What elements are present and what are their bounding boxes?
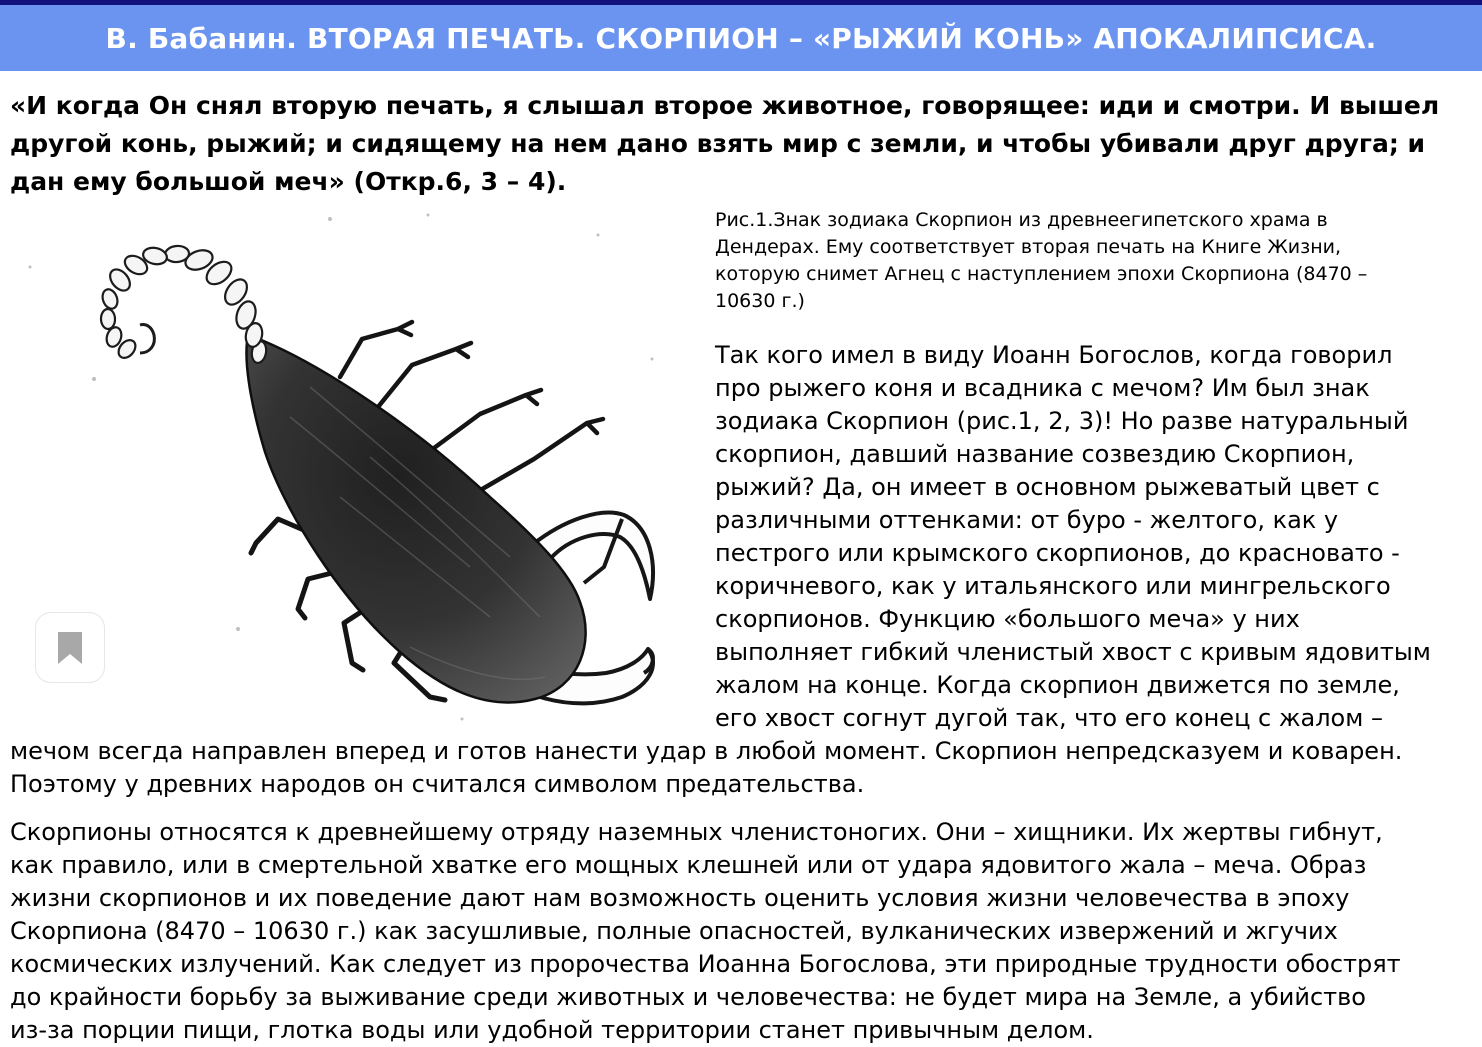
article-paragraph-1: Так кого имел в виду Иоанн Богослов, когда говорил про рыжего коня и всадника с мечом? Им был знак зодиака Скорпион (рис.1, 2, 3)! Но разве натуральный скорпион, давший название созвездию Скорпион, рыжий? Да, он имеет в основном рыжеватый цвет с различными оттенками: от буро - желтого, как у пестрого или крымского скорпионов, до красновато - коричневого, как у итальянского или мингрельского скорпионов. Функцию «большого меча» у них выполняет гибкий членистый хвост с кривым ядовитым жалом на конце. Когда скорпион движется по земле, его хвост согнут дугой так, что его конец с жалом – мечом всегда направлен вперед и готов нанести удар в любой момент. Скорпион непредсказуем и коварен. Поэтому у древних народов он считался символом предательства.: [10, 341, 1431, 798]
figure-caption: Рис.1.Знак зодиака Скорпион из древнеегипетского храма в Дендерах. Ему соответствует вторая печать на Книге Жизни, которую снимет Агнец с наступлением эпохи Скорпиона (8470 – 10630 г.): [715, 209, 1368, 312]
article-body: [0, 207, 1482, 1047]
bookmark-icon: [58, 632, 82, 664]
scorpion-illustration: [10, 207, 715, 732]
figure-scorpion: [10, 207, 715, 732]
scorpion-tail-segments: [100, 245, 268, 364]
title-bar: [0, 5, 1482, 71]
bookmark-button[interactable]: [35, 612, 105, 683]
scripture-quote: «И когда Он снял вторую печать, я слышал второе животное, говорящее: иди и смотри. И вышел другой конь, рыжий; и сидящему на нем дано взять мир с земли, и чтобы убивали друг друга; и дан ему большой меч» (Откр.6, 3 – 4).: [10, 91, 1440, 196]
page-title: В. Бабанин. ВТОРАЯ ПЕЧАТЬ. СКОРПИОН – «РЫЖИЙ КОНЬ» АПОКАЛИПСИСА.: [105, 21, 1377, 55]
article-paragraph-2: Скорпионы относятся к древнейшему отряду наземных членистоногих. Они – хищники. Их жертвы гибнут, как правило, или в смертельной хватке его мощных клешней или от удара ядовитого жала – меча. Образ жизни скорпионов и их поведение дают нам возможность оценить условия жизни человечества в эпоху Скорпиона (8470 – 10630 г.) как засушливые, полные опасностей, вулканических извержений и жгучих космических излучений. Как следует из пророчества Иоанна Богослова, эти природные трудности обострят до крайности борьбу за выживание среди животных и человечества: не будет мира на Земле, а убийство из-за порции пищи, глотка воды или удобной территории станет привычным делом.: [10, 818, 1401, 1044]
